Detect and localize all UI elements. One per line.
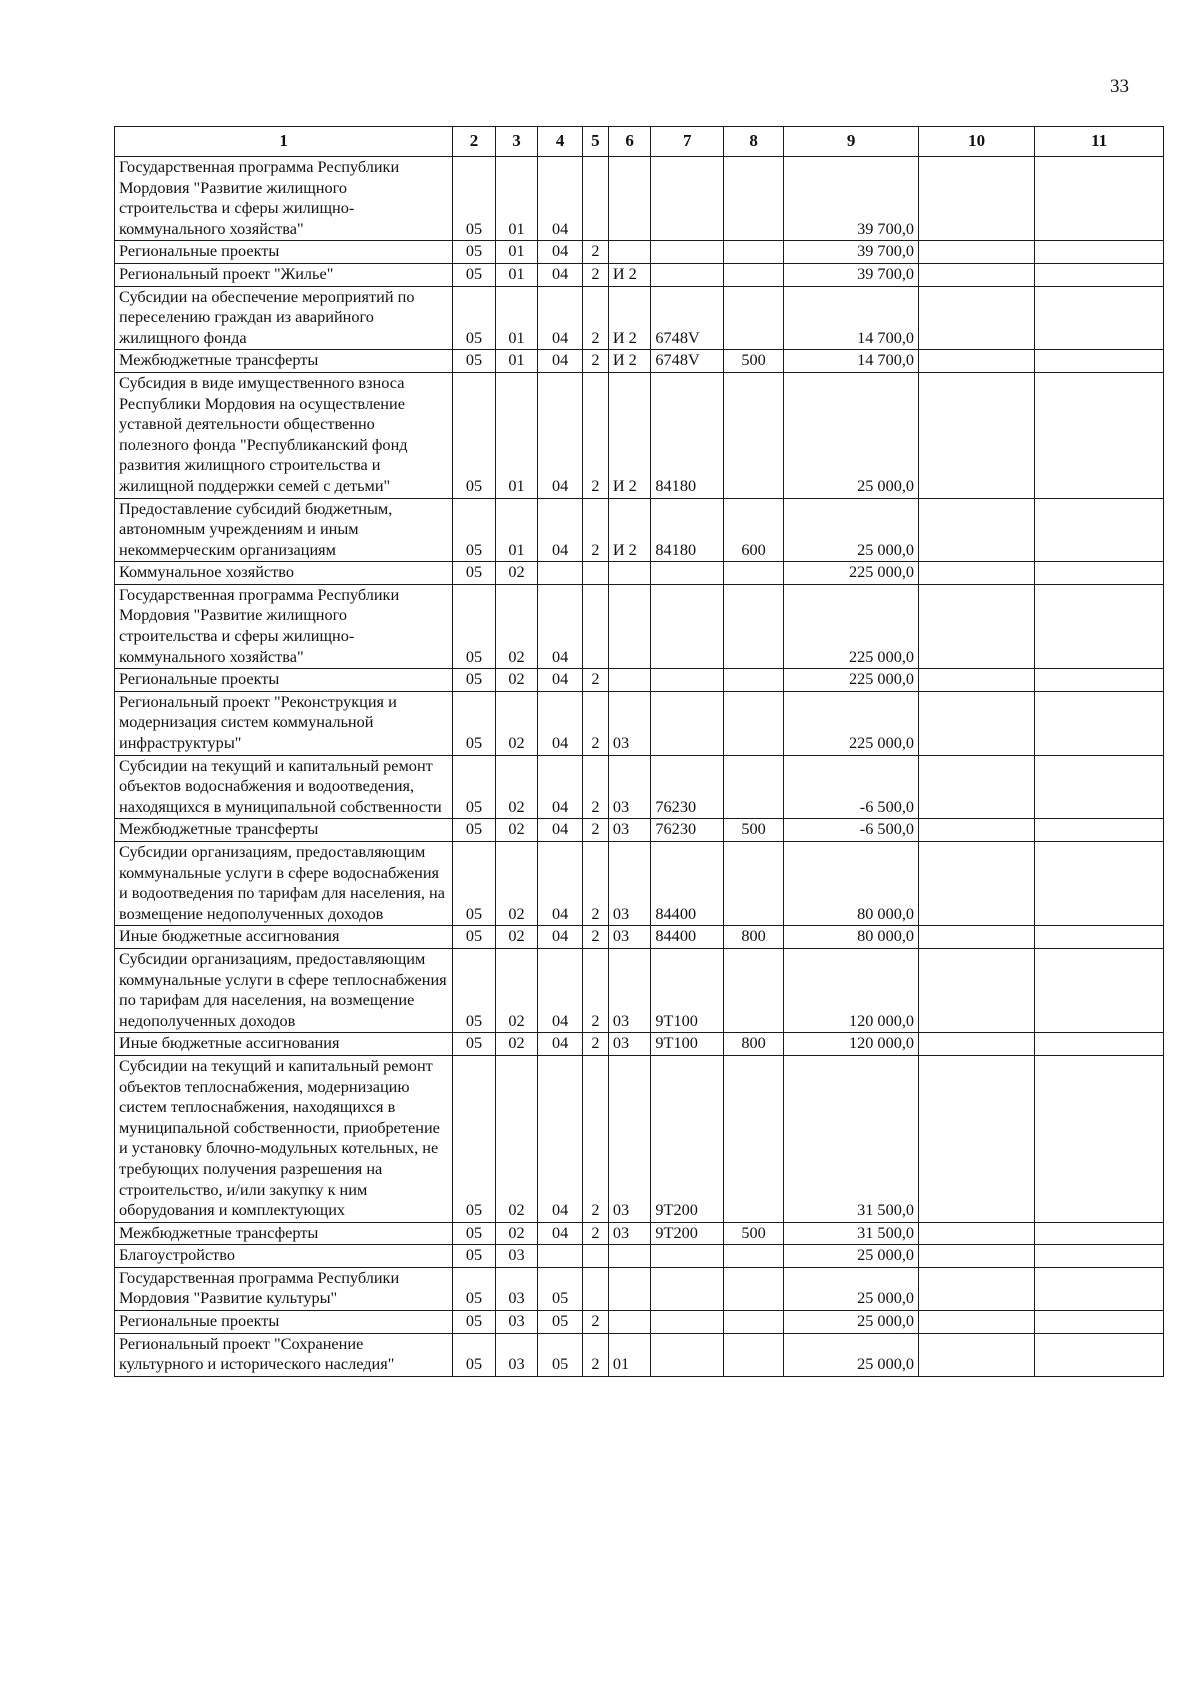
col-5-code: 2 <box>582 286 608 350</box>
col-6-code <box>608 669 651 692</box>
column-header-9: 9 <box>784 127 919 157</box>
col-6-code: 03 <box>608 1033 651 1056</box>
col-11-amount <box>1035 1033 1164 1056</box>
row-name: Государственная программа Республики Мордовия "Развитие жилищного строительства и сферы жилищно-коммунального хозяйства" <box>115 157 453 241</box>
col-8-code <box>724 669 784 692</box>
col-6-code <box>608 562 651 585</box>
col-5-code: 2 <box>582 350 608 373</box>
table-row <box>115 1333 1164 1376</box>
col-4-code: 04 <box>538 842 583 926</box>
col-11-amount <box>1035 263 1164 286</box>
col-3-code: 01 <box>495 372 538 498</box>
col-5-code: 2 <box>582 372 608 498</box>
table-row <box>115 1222 1164 1245</box>
table-row <box>115 263 1164 286</box>
row-name: Региональные проекты <box>115 669 453 692</box>
col-10-amount <box>919 350 1035 373</box>
table-row <box>115 1033 1164 1056</box>
col-8-code <box>724 948 784 1032</box>
col-8-code <box>724 372 784 498</box>
table-row <box>115 562 1164 585</box>
col-5-code: 2 <box>582 755 608 819</box>
row-name: Региональный проект "Сохранение культурного и исторического наследия" <box>115 1333 453 1376</box>
col-8-code <box>724 1245 784 1268</box>
col-2-code: 05 <box>453 498 496 562</box>
col-8-code <box>724 157 784 241</box>
col-11-amount <box>1035 562 1164 585</box>
col-2-code: 05 <box>453 372 496 498</box>
col-10-amount <box>919 926 1035 949</box>
col-3-code: 02 <box>495 669 538 692</box>
col-4-code: 04 <box>538 286 583 350</box>
col-4-code: 04 <box>538 669 583 692</box>
col-6-code: И 2 <box>608 498 651 562</box>
table-row <box>115 669 1164 692</box>
col-11-amount <box>1035 286 1164 350</box>
col-10-amount <box>919 157 1035 241</box>
col-6-code: И 2 <box>608 286 651 350</box>
col-10-amount <box>919 1333 1035 1376</box>
header-row <box>115 127 1164 157</box>
table-row <box>115 241 1164 264</box>
table-row <box>115 926 1164 949</box>
col-10-amount <box>919 263 1035 286</box>
col-3-code: 02 <box>495 819 538 842</box>
column-header-6: 6 <box>608 127 651 157</box>
col-10-amount <box>919 286 1035 350</box>
table-body <box>115 157 1164 1377</box>
row-name: Субсидии на текущий и капитальный ремонт объектов теплоснабжения, модернизацию систем теплоснабжения, находящихся в муниципальной собственности, приобретение и установку блочно-модульных котельных, не требующих получения разрешения на строительство, и/или закупку к ним оборудования и комплектующих <box>115 1055 453 1222</box>
table-row <box>115 948 1164 1032</box>
col-9-amount: 39 700,0 <box>784 157 919 241</box>
col-7-code <box>651 691 724 755</box>
row-name: Субсидии организациям, предоставляющим коммунальные услуги в сфере теплоснабжения по тарифам для населения, на возмещение недополученных доходов <box>115 948 453 1032</box>
col-6-code: 01 <box>608 1333 651 1376</box>
col-8-code <box>724 1055 784 1222</box>
col-3-code: 02 <box>495 1222 538 1245</box>
col-7-code <box>651 562 724 585</box>
col-6-code: И 2 <box>608 350 651 373</box>
col-11-amount <box>1035 1333 1164 1376</box>
table-row <box>115 691 1164 755</box>
col-8-code <box>724 286 784 350</box>
col-10-amount <box>919 819 1035 842</box>
table-row <box>115 1311 1164 1334</box>
row-name: Субсидии на текущий и капитальный ремонт объектов водоснабжения и водоотведения, находящихся в муниципальной собственности <box>115 755 453 819</box>
row-name: Региональный проект "Жилье" <box>115 263 453 286</box>
col-8-code: 500 <box>724 819 784 842</box>
table-row <box>115 842 1164 926</box>
table-row <box>115 350 1164 373</box>
column-header-5: 5 <box>582 127 608 157</box>
col-4-code: 04 <box>538 372 583 498</box>
col-11-amount <box>1035 1222 1164 1245</box>
col-5-code: 2 <box>582 1333 608 1376</box>
col-8-code <box>724 842 784 926</box>
col-5-code: 2 <box>582 819 608 842</box>
col-10-amount <box>919 372 1035 498</box>
col-9-amount: 80 000,0 <box>784 842 919 926</box>
col-6-code <box>608 157 651 241</box>
col-11-amount <box>1035 842 1164 926</box>
row-name: Региональные проекты <box>115 1311 453 1334</box>
col-4-code: 04 <box>538 157 583 241</box>
row-name: Субсидии организациям, предоставляющим коммунальные услуги в сфере водоснабжения и водоотведения по тарифам для населения, на возмещение недополученных доходов <box>115 842 453 926</box>
table-row <box>115 1245 1164 1268</box>
col-3-code: 03 <box>495 1267 538 1310</box>
col-4-code <box>538 1245 583 1268</box>
col-11-amount <box>1035 1267 1164 1310</box>
col-7-code: 84180 <box>651 372 724 498</box>
col-7-code <box>651 1311 724 1334</box>
col-10-amount <box>919 241 1035 264</box>
col-9-amount: 25 000,0 <box>784 1311 919 1334</box>
col-11-amount <box>1035 584 1164 668</box>
col-3-code: 01 <box>495 263 538 286</box>
col-5-code: 2 <box>582 691 608 755</box>
col-8-code <box>724 1311 784 1334</box>
column-header-11: 11 <box>1035 127 1164 157</box>
col-4-code: 04 <box>538 1222 583 1245</box>
table-row <box>115 819 1164 842</box>
col-10-amount <box>919 1222 1035 1245</box>
row-name: Субсидии на обеспечение мероприятий по переселению граждан из аварийного жилищного фонда <box>115 286 453 350</box>
col-3-code: 03 <box>495 1245 538 1268</box>
col-10-amount <box>919 669 1035 692</box>
col-4-code: 04 <box>538 1033 583 1056</box>
col-3-code: 02 <box>495 562 538 585</box>
row-name: Иные бюджетные ассигнования <box>115 926 453 949</box>
col-3-code: 02 <box>495 948 538 1032</box>
col-7-code: 6748V <box>651 286 724 350</box>
col-6-code: 03 <box>608 755 651 819</box>
col-7-code: 9Т200 <box>651 1222 724 1245</box>
col-10-amount <box>919 1055 1035 1222</box>
col-11-amount <box>1035 926 1164 949</box>
col-8-code: 500 <box>724 1222 784 1245</box>
table-row <box>115 584 1164 668</box>
table-row <box>115 1267 1164 1310</box>
col-6-code: 03 <box>608 1055 651 1222</box>
col-4-code: 04 <box>538 691 583 755</box>
col-4-code: 04 <box>538 241 583 264</box>
col-4-code: 05 <box>538 1311 583 1334</box>
table-row <box>115 498 1164 562</box>
col-11-amount <box>1035 241 1164 264</box>
col-9-amount: 39 700,0 <box>784 263 919 286</box>
col-3-code: 02 <box>495 691 538 755</box>
col-8-code: 600 <box>724 498 784 562</box>
col-7-code <box>651 669 724 692</box>
col-11-amount <box>1035 755 1164 819</box>
col-3-code: 02 <box>495 755 538 819</box>
col-6-code: 03 <box>608 691 651 755</box>
col-7-code <box>651 263 724 286</box>
row-name: Субсидия в виде имущественного взноса Республики Мордовия на осуществление уставной деятельности общественно полезного фонда "Республиканский фонд развития жилищного строительства и жилищной поддержки семей с детьми" <box>115 372 453 498</box>
col-9-amount: 31 500,0 <box>784 1055 919 1222</box>
col-7-code: 9Т200 <box>651 1055 724 1222</box>
col-7-code: 6748V <box>651 350 724 373</box>
table-row <box>115 1055 1164 1222</box>
col-7-code: 84400 <box>651 842 724 926</box>
col-3-code: 02 <box>495 1033 538 1056</box>
col-9-amount: -6 500,0 <box>784 755 919 819</box>
col-9-amount: 120 000,0 <box>784 1033 919 1056</box>
col-3-code: 01 <box>495 157 538 241</box>
col-8-code <box>724 755 784 819</box>
col-10-amount <box>919 498 1035 562</box>
col-9-amount: 225 000,0 <box>784 562 919 585</box>
col-3-code: 01 <box>495 350 538 373</box>
col-10-amount <box>919 584 1035 668</box>
row-name: Предоставление субсидий бюджетным, автономным учреждениям и иным некоммерческим организациям <box>115 498 453 562</box>
col-7-code <box>651 1333 724 1376</box>
col-7-code <box>651 241 724 264</box>
col-5-code: 2 <box>582 498 608 562</box>
col-10-amount <box>919 755 1035 819</box>
col-5-code <box>582 1245 608 1268</box>
col-4-code: 04 <box>538 926 583 949</box>
col-11-amount <box>1035 669 1164 692</box>
col-3-code: 02 <box>495 926 538 949</box>
col-8-code <box>724 1333 784 1376</box>
col-2-code: 05 <box>453 241 496 264</box>
col-3-code: 03 <box>495 1333 538 1376</box>
col-2-code: 05 <box>453 1033 496 1056</box>
col-2-code: 05 <box>453 1333 496 1376</box>
col-5-code: 2 <box>582 948 608 1032</box>
col-10-amount <box>919 562 1035 585</box>
col-4-code: 04 <box>538 498 583 562</box>
col-8-code: 500 <box>724 350 784 373</box>
col-8-code: 800 <box>724 1033 784 1056</box>
col-5-code: 2 <box>582 1055 608 1222</box>
col-2-code: 05 <box>453 1267 496 1310</box>
col-6-code <box>608 1245 651 1268</box>
col-3-code: 01 <box>495 286 538 350</box>
row-name: Межбюджетные трансферты <box>115 1222 453 1245</box>
col-6-code <box>608 1267 651 1310</box>
col-9-amount: 225 000,0 <box>784 691 919 755</box>
col-3-code: 02 <box>495 1055 538 1222</box>
col-2-code: 05 <box>453 286 496 350</box>
col-10-amount <box>919 948 1035 1032</box>
col-4-code: 04 <box>538 350 583 373</box>
col-4-code <box>538 562 583 585</box>
row-name: Коммунальное хозяйство <box>115 562 453 585</box>
col-7-code <box>651 1267 724 1310</box>
col-4-code: 05 <box>538 1333 583 1376</box>
page-number: 33 <box>1110 76 1129 97</box>
col-3-code: 01 <box>495 498 538 562</box>
col-9-amount: 25 000,0 <box>784 1267 919 1310</box>
col-7-code <box>651 1245 724 1268</box>
col-6-code: 03 <box>608 1222 651 1245</box>
col-8-code <box>724 584 784 668</box>
col-8-code <box>724 691 784 755</box>
col-5-code <box>582 562 608 585</box>
row-name: Региональные проекты <box>115 241 453 264</box>
column-header-7: 7 <box>651 127 724 157</box>
col-10-amount <box>919 842 1035 926</box>
col-9-amount: 14 700,0 <box>784 350 919 373</box>
col-2-code: 05 <box>453 926 496 949</box>
col-5-code: 2 <box>582 1311 608 1334</box>
col-8-code <box>724 241 784 264</box>
col-10-amount <box>919 1245 1035 1268</box>
col-2-code: 05 <box>453 755 496 819</box>
column-header-4: 4 <box>538 127 583 157</box>
col-9-amount: 25 000,0 <box>784 498 919 562</box>
row-name: Государственная программа Республики Мордовия "Развитие культуры" <box>115 1267 453 1310</box>
col-5-code: 2 <box>582 842 608 926</box>
col-8-code <box>724 263 784 286</box>
table-row <box>115 755 1164 819</box>
col-3-code: 03 <box>495 1311 538 1334</box>
column-header-8: 8 <box>724 127 784 157</box>
col-5-code: 2 <box>582 1033 608 1056</box>
col-9-amount: 39 700,0 <box>784 241 919 264</box>
col-6-code: 03 <box>608 819 651 842</box>
col-2-code: 05 <box>453 263 496 286</box>
col-5-code <box>582 584 608 668</box>
col-11-amount <box>1035 1245 1164 1268</box>
col-11-amount <box>1035 157 1164 241</box>
col-6-code <box>608 1311 651 1334</box>
col-7-code: 76230 <box>651 819 724 842</box>
col-5-code: 2 <box>582 263 608 286</box>
col-4-code: 04 <box>538 584 583 668</box>
col-6-code: 03 <box>608 842 651 926</box>
col-2-code: 05 <box>453 842 496 926</box>
row-name: Благоустройство <box>115 1245 453 1268</box>
col-5-code: 2 <box>582 1222 608 1245</box>
column-header-3: 3 <box>495 127 538 157</box>
col-2-code: 05 <box>453 562 496 585</box>
col-4-code: 04 <box>538 263 583 286</box>
col-2-code: 05 <box>453 691 496 755</box>
col-9-amount: 80 000,0 <box>784 926 919 949</box>
col-10-amount <box>919 1311 1035 1334</box>
col-4-code: 05 <box>538 1267 583 1310</box>
budget-table <box>114 126 1164 1377</box>
col-11-amount <box>1035 948 1164 1032</box>
col-11-amount <box>1035 1311 1164 1334</box>
col-7-code: 84180 <box>651 498 724 562</box>
col-6-code <box>608 241 651 264</box>
col-4-code: 04 <box>538 1055 583 1222</box>
col-5-code <box>582 157 608 241</box>
col-11-amount <box>1035 372 1164 498</box>
col-9-amount: 14 700,0 <box>784 286 919 350</box>
col-6-code: 03 <box>608 926 651 949</box>
col-9-amount: 25 000,0 <box>784 372 919 498</box>
row-name: Иные бюджетные ассигнования <box>115 1033 453 1056</box>
row-name: Государственная программа Республики Мордовия "Развитие жилищного строительства и сферы жилищно-коммунального хозяйства" <box>115 584 453 668</box>
col-2-code: 05 <box>453 157 496 241</box>
col-9-amount: 225 000,0 <box>784 669 919 692</box>
col-7-code: 84400 <box>651 926 724 949</box>
col-10-amount <box>919 691 1035 755</box>
col-3-code: 02 <box>495 584 538 668</box>
col-2-code: 05 <box>453 584 496 668</box>
col-9-amount: 225 000,0 <box>784 584 919 668</box>
col-11-amount <box>1035 691 1164 755</box>
col-4-code: 04 <box>538 948 583 1032</box>
col-11-amount <box>1035 350 1164 373</box>
col-8-code <box>724 1267 784 1310</box>
col-2-code: 05 <box>453 1311 496 1334</box>
col-5-code: 2 <box>582 669 608 692</box>
col-7-code: 9Т100 <box>651 948 724 1032</box>
col-5-code: 2 <box>582 926 608 949</box>
column-header-1: 1 <box>115 127 453 157</box>
col-10-amount <box>919 1033 1035 1056</box>
col-8-code <box>724 562 784 585</box>
col-9-amount: 25 000,0 <box>784 1245 919 1268</box>
col-7-code <box>651 584 724 668</box>
table-row <box>115 157 1164 241</box>
col-2-code: 05 <box>453 669 496 692</box>
col-7-code: 9Т100 <box>651 1033 724 1056</box>
col-4-code: 04 <box>538 819 583 842</box>
col-10-amount <box>919 1267 1035 1310</box>
col-9-amount: 120 000,0 <box>784 948 919 1032</box>
col-2-code: 05 <box>453 350 496 373</box>
col-5-code: 2 <box>582 241 608 264</box>
col-8-code: 800 <box>724 926 784 949</box>
col-7-code <box>651 157 724 241</box>
col-5-code <box>582 1267 608 1310</box>
col-2-code: 05 <box>453 1055 496 1222</box>
column-header-2: 2 <box>453 127 496 157</box>
col-7-code: 76230 <box>651 755 724 819</box>
table-row <box>115 286 1164 350</box>
table-row <box>115 372 1164 498</box>
row-name: Межбюджетные трансферты <box>115 350 453 373</box>
col-11-amount <box>1035 819 1164 842</box>
col-2-code: 05 <box>453 819 496 842</box>
col-9-amount: 25 000,0 <box>784 1333 919 1376</box>
col-6-code <box>608 584 651 668</box>
col-11-amount <box>1035 1055 1164 1222</box>
col-6-code: 03 <box>608 948 651 1032</box>
col-4-code: 04 <box>538 755 583 819</box>
col-2-code: 05 <box>453 1222 496 1245</box>
col-3-code: 01 <box>495 241 538 264</box>
row-name: Межбюджетные трансферты <box>115 819 453 842</box>
col-6-code: И 2 <box>608 372 651 498</box>
col-2-code: 05 <box>453 1245 496 1268</box>
col-6-code: И 2 <box>608 263 651 286</box>
col-9-amount: 31 500,0 <box>784 1222 919 1245</box>
col-11-amount <box>1035 498 1164 562</box>
col-2-code: 05 <box>453 948 496 1032</box>
col-3-code: 02 <box>495 842 538 926</box>
col-9-amount: -6 500,0 <box>784 819 919 842</box>
column-header-10: 10 <box>919 127 1035 157</box>
row-name: Региональный проект "Реконструкция и модернизация систем коммунальной инфраструктуры" <box>115 691 453 755</box>
